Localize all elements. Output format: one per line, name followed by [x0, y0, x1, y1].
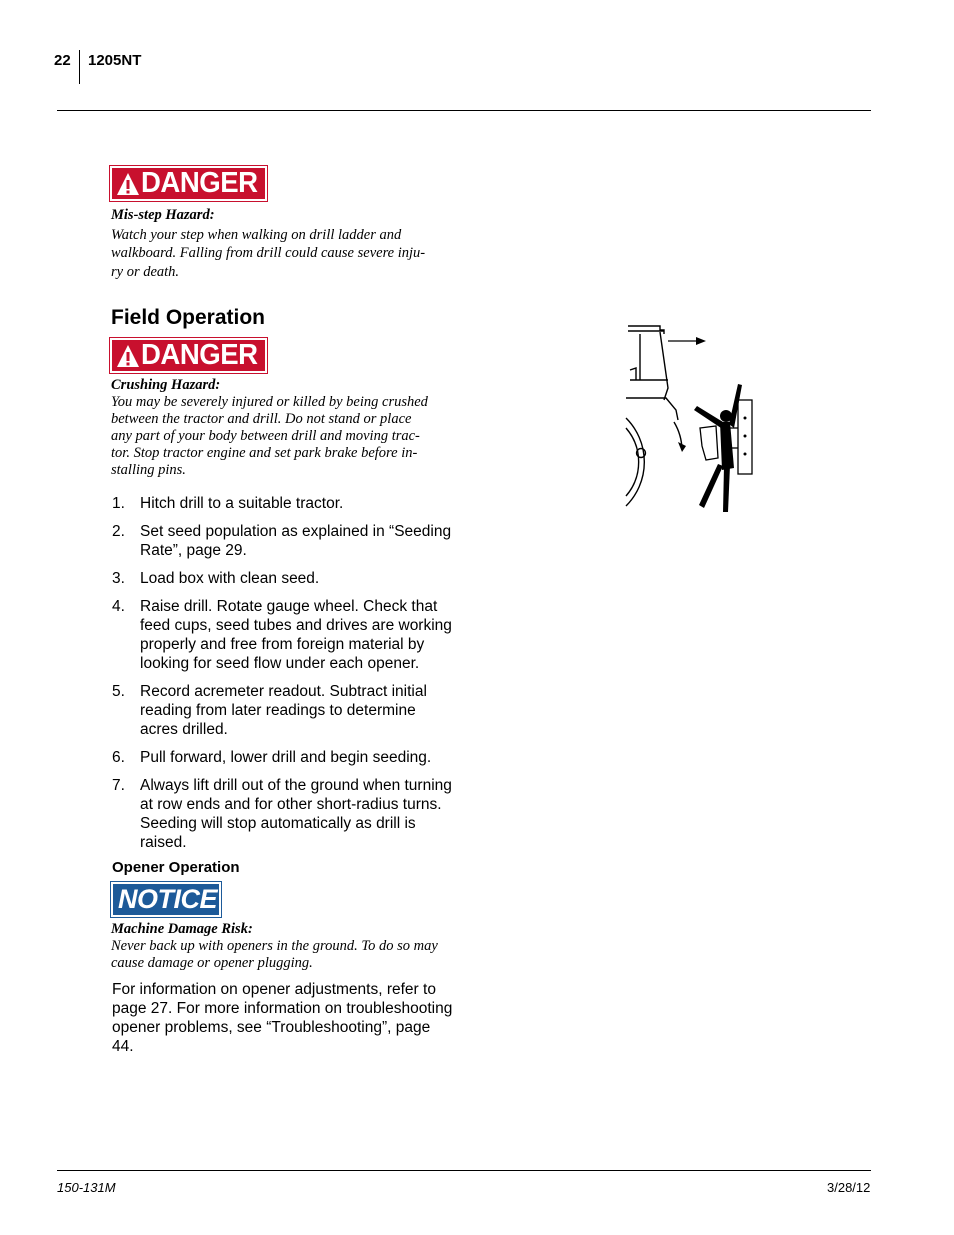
- hazard-line: tor. Stop tractor engine and set park brake before in-: [111, 445, 418, 461]
- notice-line: cause damage or opener plugging.: [111, 955, 313, 971]
- step-number: 7.: [112, 777, 125, 794]
- step-number: 5.: [112, 683, 125, 700]
- paragraph-line: page 27. For more information on troubleshooting: [112, 1000, 453, 1017]
- notice-title: Machine Damage Risk:: [111, 921, 253, 937]
- step-number: 4.: [112, 598, 125, 615]
- hazard-line: walkboard. Falling from drill could cause severe inju-: [111, 245, 426, 261]
- step-line: Record acremeter readout. Subtract initial: [140, 683, 427, 700]
- step-number: 6.: [112, 749, 125, 766]
- list-item: [112, 776, 457, 852]
- hazard-line: between the tractor and drill. Do not stand or place: [111, 411, 412, 427]
- hazard-title: Crushing Hazard:: [111, 377, 221, 393]
- steps-list: [112, 494, 457, 861]
- step-line: Raise drill. Rotate gauge wheel. Check that: [140, 598, 438, 615]
- list-item: [112, 748, 457, 767]
- section-title: Field Operation: [111, 306, 266, 329]
- hazard-text: [111, 226, 456, 281]
- step-line: looking for seed flow under each opener.: [140, 655, 420, 672]
- hazard-line: any part of your body between drill and moving trac-: [111, 428, 420, 444]
- step-line: Seeding will stop automatically as drill is: [140, 815, 416, 832]
- opener-paragraph: [112, 980, 457, 1056]
- step-number: 3.: [112, 570, 125, 587]
- list-item: [112, 597, 457, 673]
- paragraph-line: opener problems, see “Troubleshooting”, page: [112, 1019, 431, 1036]
- revision-date: 3/28/12: [827, 1180, 871, 1195]
- step-line: Set seed population as explained in “Seeding: [140, 523, 452, 540]
- step-line: feed cups, seed tubes and drives are working: [140, 617, 452, 634]
- notice-text: [111, 938, 456, 972]
- hazard-title: Mis-step Hazard:: [111, 207, 215, 223]
- hazard-line: You may be severely injured or killed by being crushed: [111, 394, 428, 410]
- step-line: Always lift drill out of the ground when turning: [140, 777, 452, 794]
- notice-label: NOTICE: [118, 884, 218, 914]
- paragraph-line: For information on opener adjustments, refer to: [112, 981, 436, 998]
- step-line: Load box with clean seed.: [140, 570, 320, 587]
- step-line: raised.: [140, 834, 187, 851]
- hazard-text: [111, 394, 456, 479]
- notice-line: Never back up with openers in the ground. To do so may: [111, 938, 438, 954]
- list-item: [112, 494, 457, 513]
- hazard-line: stalling pins.: [111, 462, 186, 478]
- document-number: 150-131M: [57, 1180, 116, 1195]
- step-line: at row ends and for other short-radius turns.: [140, 796, 442, 813]
- header-divider: [79, 50, 80, 84]
- subsection-title: Opener Operation: [112, 859, 240, 876]
- notice-badge: [111, 882, 221, 917]
- list-item: [112, 569, 457, 588]
- hazard-line: ry or death.: [111, 264, 180, 280]
- danger-badge: [110, 166, 267, 201]
- step-line: Hitch drill to a suitable tractor.: [140, 495, 344, 512]
- document-title: 1205NT: [88, 52, 142, 69]
- danger-label: DANGER: [141, 167, 258, 199]
- danger-label: DANGER: [141, 339, 258, 371]
- step-line: Pull forward, lower drill and begin seeding.: [140, 749, 432, 766]
- list-item: [112, 522, 457, 560]
- footer-rule: [57, 1170, 871, 1171]
- crushing-hazard-illustration: [620, 318, 770, 513]
- header-rule: [57, 110, 871, 111]
- step-line: reading from later readings to determine: [140, 702, 416, 719]
- list-item: [112, 682, 457, 739]
- step-line: Rate”, page 29.: [140, 542, 247, 559]
- warning-triangle-icon: [116, 344, 140, 368]
- hazard-line: Watch your step when walking on drill ladder and: [111, 227, 402, 243]
- paragraph-line: 44.: [112, 1038, 134, 1055]
- step-line: acres drilled.: [140, 721, 228, 738]
- page-number: 22: [54, 52, 71, 69]
- step-line: properly and free from foreign material by: [140, 636, 425, 653]
- warning-triangle-icon: [116, 172, 140, 196]
- step-number: 2.: [112, 523, 125, 540]
- step-number: 1.: [112, 495, 125, 512]
- danger-badge: [110, 338, 267, 373]
